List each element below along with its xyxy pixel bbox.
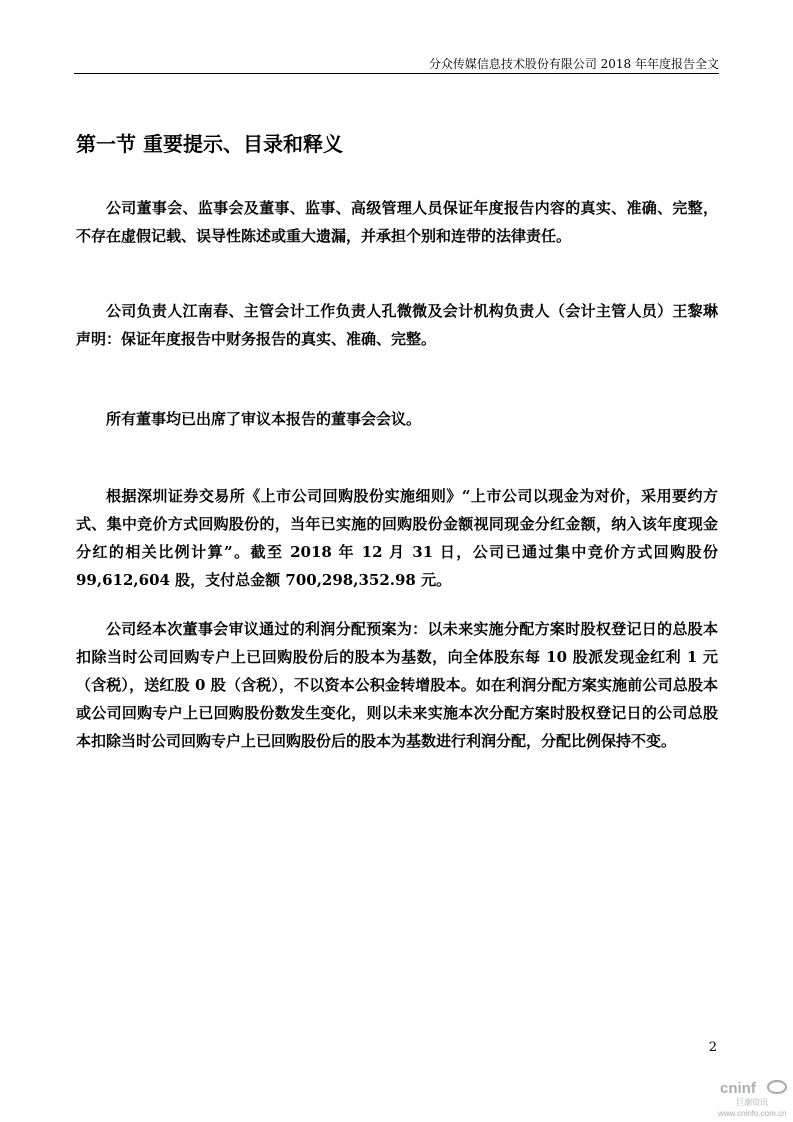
cninfo-watermark-logo (716, 1076, 792, 1120)
header-divider (74, 73, 719, 74)
section-title: 第一节 重要提示、目录和释义 (76, 132, 343, 156)
page-number: 2 (708, 1040, 717, 1055)
paragraph-share-repurchase: 根据深圳证券交易所《上市公司回购股份实施细则》“上市公司以现金为对价，采用要约方式、集中竞价方式回购股份的，当年已实施的回购股份金额视同现金分红金额，纳入该年度现金分红的相关比例计算”。截至 2018 年 12 月 31 日，公司已通过集中竞价方式回购股份 99,612,604 股，支付总金额 700,298,352.98 元。 (76, 487, 718, 589)
swirl-icon (768, 1081, 786, 1093)
watermark-brand-text: cninf (720, 1080, 756, 1097)
document-header: 分众传媒信息技术股份有限公司 2018 年年度报告全文 (428, 57, 719, 71)
paragraph-profit-distribution: 公司经本次董事会审议通过的利润分配预案为：以未来实施分配方案时股权登记日的总股本扣除当时公司回购专户上已回购股份后的股本为基数，向全体股东每 10 股派发现金红利 1 元（含税），送红股 0 股（含税），不以资本公积金转增股本。如在利润分配方案实施前公司总股本或公司回购专户上已回购股份数发生变化，则以未来实施本次分配方案时股权登记日的公司总股本扣除当时公司回购专户上已回购股份后的股本为基数进行利润分配，分配比例保持不变。 (76, 620, 718, 750)
paragraph-responsible-persons: 公司负责人江南春、主管会计工作负责人孔微微及会计机构负责人（会计主管人员）王黎琳声明：保证年度报告中财务报告的真实、准确、完整。 (76, 302, 718, 348)
watermark-chinese-name: 巨潮资讯 (736, 1098, 768, 1107)
paragraph-board-guarantee: 公司董事会、监事会及董事、监事、高级管理人员保证年度报告内容的真实、准确、完整，不存在虚假记载、误导性陈述或重大遗漏，并承担个别和连带的法律责任。 (76, 199, 718, 245)
watermark-url: www.cninfo.com.cn (718, 1109, 787, 1118)
paragraph-directors-attendance: 所有董事均已出席了审议本报告的董事会会议。 (106, 410, 422, 428)
